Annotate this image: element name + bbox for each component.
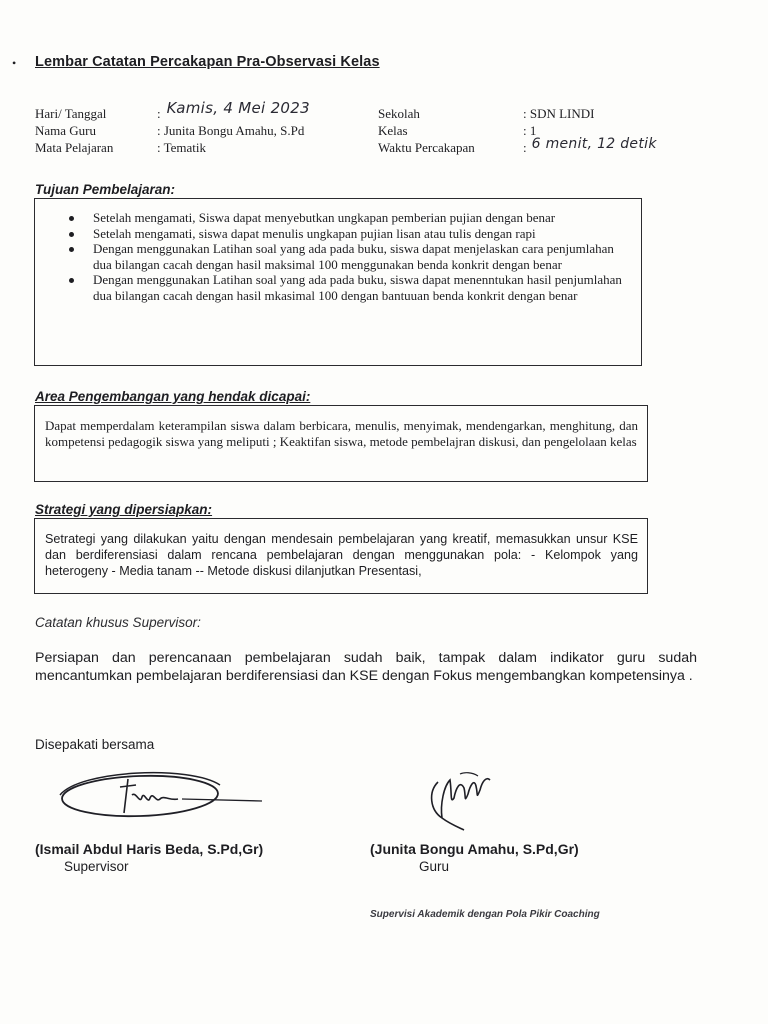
area-box: [34, 405, 648, 482]
strategi-text: Setrategi yang dilakukan yaitu dengan mendesain pembelajaran yang kreatif, memasukkan unsur KSE dan berdiferensiasi dalam rencana pembelajaran dengan menggunakan pola: - Kelompok yang heterogeny - Media tanam -- Metode diskusi dilanjutkan Presentasi,: [45, 532, 638, 578]
area-text: Dapat memperdalam keterampilan siswa dalam berbicara, menulis, menyimak, mendengarkan, menghitung, dan kompetensi pedagogik siswa yang meliputi ; Keaktifan siswa, metode pembelajran diskusi, dan pengelolaan kelas: [45, 418, 638, 449]
supervisor-role: Supervisor: [64, 859, 129, 874]
footer-note: Supervisi Akademik dengan Pola Pikir Coaching: [370, 909, 600, 920]
stray-mark: •: [12, 56, 17, 70]
tujuan-item: Dengan menggunakan Latihan soal yang ada pada buku, siswa dapat menenntukan hasil penjumlahan dua bilangan cacah dengan hasil mkasimal 100 dengan bantuuan benda konkrit dengan benar: [93, 272, 633, 303]
catatan-heading: Catatan khusus Supervisor:: [35, 615, 201, 630]
area-heading: [35, 389, 310, 404]
tujuan-box: [34, 198, 642, 366]
info-right: [378, 105, 475, 156]
info-label-mapel: Mata Pelajaran: [35, 140, 114, 155]
strategi-heading-text: Strategi yang dipersiapkan:: [35, 502, 213, 517]
info-value-waktu: 6 menit, 12 detik: [531, 136, 657, 152]
info-value-mapel: : Tematik: [157, 140, 207, 155]
guru-role: Guru: [419, 859, 450, 874]
guru-name: (Junita Bongu Amahu, S.Pd,Gr): [370, 841, 579, 857]
guru-signature: [420, 768, 500, 834]
agreed-label: Disepakati bersama: [35, 737, 155, 752]
info-label-kelas: Kelas: [378, 123, 408, 138]
tujuan-list: [35, 210, 633, 304]
tujuan-item: Setelah mengamati, Siswa dapat menyebutkan ungkapan pemberian pujian dengan benar: [93, 210, 633, 226]
info-right-values: : SDN LINDI : 1 : 6 menit, 12 detik: [523, 106, 657, 155]
info-left: [35, 105, 113, 156]
info-value-nama-guru: : Junita Bongu Amahu, S.Pd: [157, 123, 305, 138]
tujuan-heading: Tujuan Pembelajaran:: [35, 182, 176, 197]
info-value-kelas: : 1: [523, 123, 537, 138]
strategi-box: [34, 518, 648, 594]
info-value-tanggal: Kamis, 4 Mei 2023: [166, 99, 310, 117]
info-value-sekolah: : SDN LINDI: [523, 106, 595, 121]
catatan-text: Persiapan dan perencanaan pembelajaran sudah baik, tampak dalam indikator guru sudah mencantumkan pembelajaran berdiferensiasi dan KSE dengan Fokus mengembangkan kompetensinya .: [35, 650, 697, 684]
tujuan-item: Setelah mengamati, siswa dapat menulis ungkapan pujian lisan atau tulis dengan rapi: [93, 226, 633, 242]
tujuan-item: Dengan menggunakan Latihan soal yang ada pada buku, siswa dapat menjelaskan cara penjumlahan dua bilangan cacah dengan hasil maksimal 100 menggunakan benda konkrit dengan benar: [93, 241, 633, 272]
info-label-sekolah: Sekolah: [378, 106, 420, 121]
info-label-nama-guru: Nama Guru: [35, 123, 97, 138]
strategi-heading: [35, 502, 212, 517]
info-label-hari: Hari/ Tanggal: [35, 106, 107, 121]
supervisor-signature: [50, 765, 270, 835]
page-title: Lembar Catatan Percakapan Pra-Observasi Kelas: [35, 54, 380, 70]
area-heading-text: Area Pengembangan yang hendak dicapai:: [35, 389, 311, 404]
info-left-values: : Kamis, 4 Mei 2023 : Junita Bongu Amahu, S.Pd : Tematik: [157, 99, 310, 155]
info-label-waktu: Waktu Percakapan: [378, 140, 475, 155]
supervisor-name: (Ismail Abdul Haris Beda, S.Pd,Gr): [35, 841, 264, 857]
